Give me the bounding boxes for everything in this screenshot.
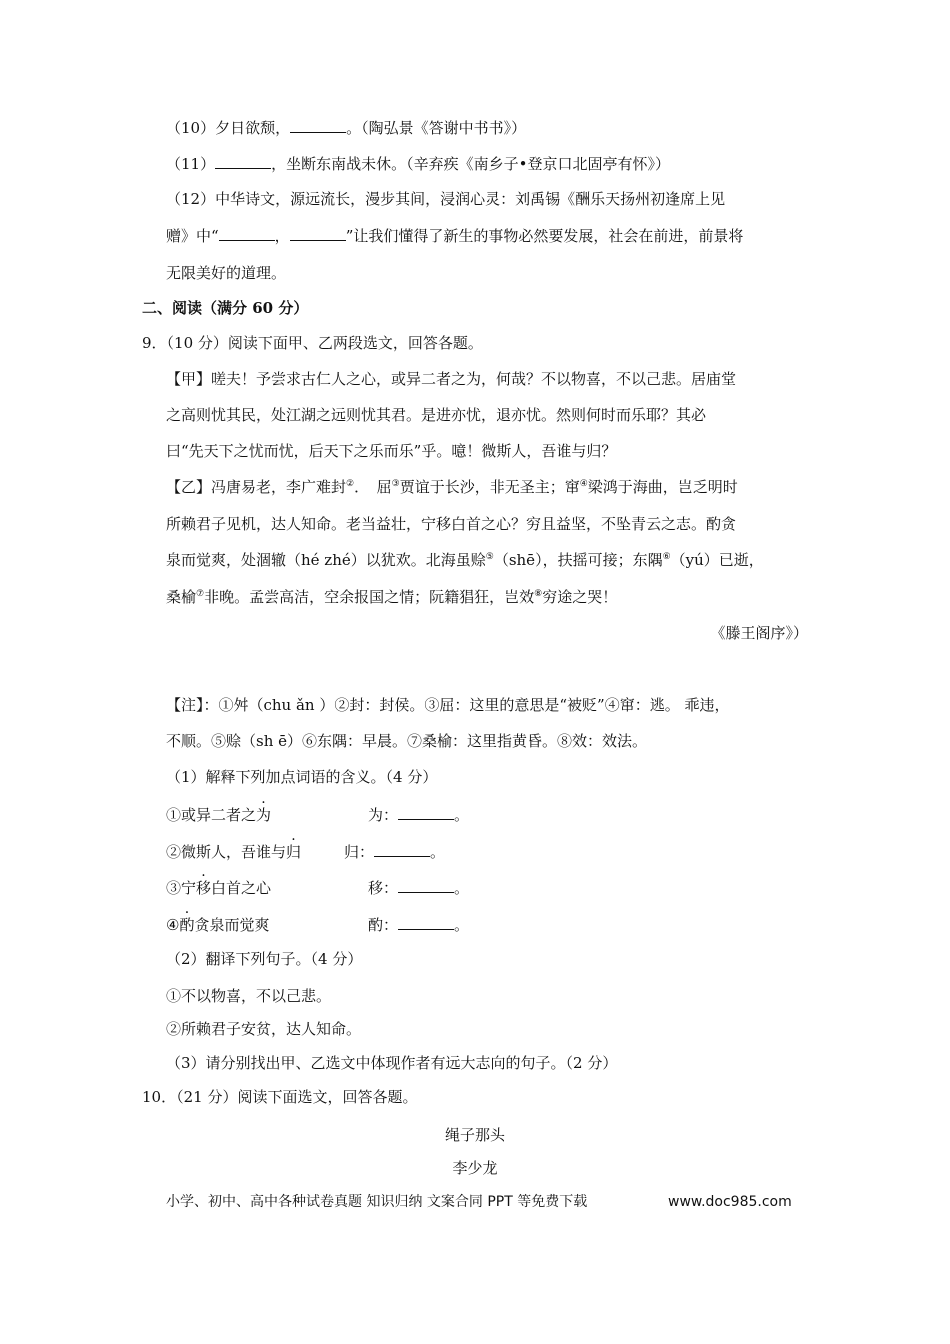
vocab-answer-4: 酌： 。	[368, 916, 470, 934]
source-citation: 《滕王阁序》）	[710, 624, 808, 642]
footer-link[interactable]: www.doc985.com	[668, 1194, 792, 1210]
dotted-word: 为	[256, 806, 272, 824]
answer-blank	[290, 226, 346, 241]
article-author: 李少龙	[452, 1159, 498, 1177]
fill-line-12b: 赠》中“ ， ”让我们懂得了新生的事物必然要发展，社会在前进，前景将	[166, 227, 744, 245]
answer-blank	[290, 118, 346, 133]
answer-blank	[398, 915, 454, 930]
section-heading: 二、阅读（满分 60 分）	[142, 299, 309, 317]
vocab-item-2: ②微斯人，吾谁与归	[166, 843, 302, 861]
footnote-mark: ⑧	[534, 589, 543, 599]
translate-item-2: ②所赖君子安贫，达人知命。	[166, 1020, 362, 1038]
yi-line-2: 所赖君子见机，达人知命。老当益壮，宁移白首之心？穷且益坚，不坠青云之志。酌贪	[166, 515, 737, 533]
q9-intro: 9．（10 分）阅读下面甲、乙两段选文，回答各题。	[142, 334, 483, 352]
note-line-2: 不顺。⑤赊（sh ē）⑥东隅：早晨。⑦桑榆：这里指黄昏。⑧效：效法。	[166, 732, 648, 750]
vocab-item-3: ③宁移白首之心	[166, 879, 272, 897]
footnote-mark: ③	[391, 479, 400, 489]
article-title: 绳子那头	[444, 1126, 505, 1144]
yi-line-4: 桑榆⑦非晚。孟尝高洁，空余报国之情；阮籍猖狂，岂效⑧穷途之哭！	[166, 588, 618, 606]
vocab-answer-2: 归： 。	[344, 843, 446, 861]
fill-line-10: （10）夕日欲颓， 。（陶弘景《答谢中书书》）	[166, 119, 527, 137]
footnote-mark: ④	[579, 479, 588, 489]
vocab-answer-1: 为： 。	[368, 806, 470, 824]
fill-line-12a: （12）中华诗文，源远流长，漫步其间，浸润心灵：刘禹锡《酬乐天扬州初逢席上见	[166, 190, 726, 208]
footnote-mark: ⑥	[662, 552, 671, 562]
fill-line-11: （11） ，坐断东南战未休。（辛弃疾《南乡子•登京口北固亭有怀》）	[166, 155, 670, 173]
answer-blank	[374, 842, 430, 857]
note-line-1: 【注】：①舛（chu ǎn ）②封：封侯。③屈：这里的意思是“被贬”④窜：逃。 乖违，	[166, 696, 730, 714]
jia-line-3: 曰“先天下之忧而忧，后天下之乐而乐”乎。噫！微斯人，吾谁与归？	[166, 442, 617, 460]
vocab-answer-3: 移： 。	[368, 879, 470, 897]
footer-text: 小学、初中、高中各种试卷真题 知识归纳 文案合同 PPT 等免费下载	[166, 1194, 588, 1210]
dotted-word: 移	[196, 879, 212, 897]
dotted-word: 归	[286, 843, 302, 861]
fill-line-12c: 无限美好的道理。	[166, 264, 287, 282]
answer-blank	[398, 805, 454, 820]
jia-line-1: 【甲】嗟夫！予尝求古仁人之心，或异二者之为，何哉？不以物喜，不以己悲。居庙堂	[166, 370, 737, 388]
answer-blank	[398, 878, 454, 893]
subquestion-2: （2）翻译下列句子。（4 分）	[166, 950, 363, 968]
yi-line-1: 【乙】冯唐易老，李广难封②． 屈③贾谊于长沙，非无圣主；窜④梁鸿于海曲，岂乏明时	[166, 478, 738, 496]
vocab-item-4: ④酌贪泉而觉爽	[166, 916, 270, 934]
subquestion-3: （3）请分别找出甲、乙选文中体现作者有远大志向的句子。（2 分）	[166, 1054, 618, 1072]
subquestion-1: （1）解释下列加点词语的含义。（4 分）	[166, 768, 438, 786]
answer-blank	[219, 226, 275, 241]
q10-intro: 10．（21 分）阅读下面选文，回答各题。	[142, 1088, 418, 1106]
footnote-mark: ②	[346, 479, 355, 489]
answer-blank	[215, 154, 271, 169]
jia-line-2: 之高则忧其民，处江湖之远则忧其君。是进亦忧，退亦忧。然则何时而乐耶？其必	[166, 406, 707, 424]
footnote-mark: ⑤	[485, 552, 494, 562]
vocab-item-1: ①或异二者之为	[166, 806, 272, 824]
translate-item-1: ①不以物喜，不以己悲。	[166, 987, 332, 1005]
footnote-mark: ⑦	[196, 589, 205, 599]
yi-line-3: 泉而觉爽，处涸辙（hé zhé）以犹欢。北海虽赊⑤（shē），扶摇可接；东隅⑥（yú）已逝，	[166, 551, 764, 569]
dotted-word: 酌	[179, 916, 195, 934]
